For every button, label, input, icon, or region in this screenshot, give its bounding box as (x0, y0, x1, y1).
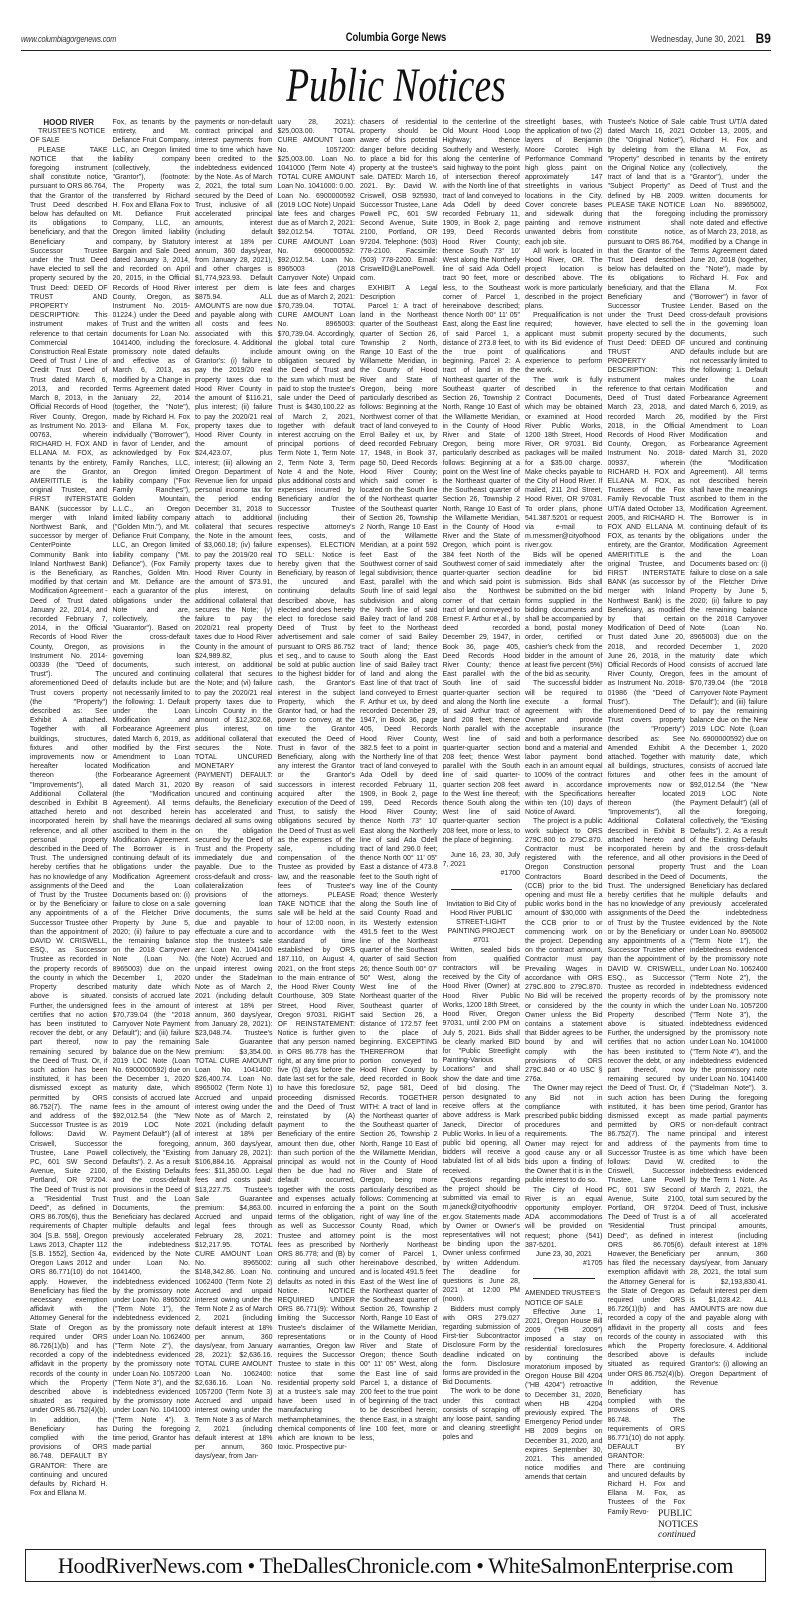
notice-title: AMENDED TRUSTEE'S NOTICE OF SALE (525, 1290, 601, 1307)
section-title: Public Notices (286, 59, 506, 112)
region-heading: HOOD RIVER (43, 118, 95, 127)
page-number: B9 (755, 30, 771, 46)
notice-paragraph: uary 28, 2021): $25,003.00. TOTAL CURE AMOUNT Loan No. 1057200: $25,003.00. Loan No. 1041000 (Term Note 4) TOTAL CURE AMOUNT Loan No. 1041000: 0.00. Loan No. 6900000592 (2019 LOC Note) Unpaid late fees and charges due as of March 2, 2021: $92,012.54. TOTAL CURE AMOUNT Loan No. 6900000592: $92,012.54. Loan No. 8965003 (2018 Carryover Note) Unpaid late fees and charges due as of March 2, 2021: $70,739.04. TOTAL CURE AMOUNT Loan No. 8965003: $70,739.04. Accordingly, the global total cure amount owing on the obligation secured by the Deed of Trust and the sum which must be paid to stop the trustee's sale under the Deed of Trust is $430,100.22 as of March 2, 2021, together with default interest accruing on the principal portions of Term Note 1, Term Note 2, Term Note 3, Term Note 4 and the Note, plus additional costs and expenses incurred by Beneficiary and/or the Successor Trustee (including their respective attorney's fees, costs, and expenses). ELECTION TO SELL: Notice is hereby given that the Beneficiary, by reason of the uncured and continuing defaults described above, has elected and does hereby elect to foreclose said Deed of Trust by advertisement and sale pursuant to ORS 86.752 et seq., and to cause to be sold at public auction to the highest bidder for cash, the Grantor's interest in the subject Property, which the Grantor had, or had the power to convey, at the time the Grantor executed the Deed of Trust in favor of the Beneficiary, along with any interest the Grantor or the Grantor's successors in interest acquired after the execution of the Deed of Trust, to satisfy the obligations secured by the Deed of Trust as well as the expenses of the sale, including compensation of the Trustee as provided by law, and the reasonable fees of Trustee's attorneys. PLEASE TAKE NOTICE that the sale will be held at the hour of 12:00 noon, in accordance with the standard of time established by ORS 187.110, on August 4, 2021, on the front steps to the main entrance of the Hood River County Courthouse, 309 State Street, Hood River, Oregon 97031. RIGHT OF REINSTATEMENT: Notice is further given that any person named in ORS 86.778 has the right, at any time prior to five (5) days before the date last set for the sale, to have this foreclosure proceeding dismissed and the Deed of Trust reinstated by (A) payment to the Beneficiary of the entire amount then due, other than such portion of the principal as would not then be due had no default occurred, together with the costs and expenses actually incurred in enforcing the terms of the obligation, as well as Successor Trustee and attorney fees as prescribed by ORS 86.778; and (B) by curing all such other continuing and uncured defaults as noted in this Notice. NOTICE REQUIRED UNDER ORS 86.771(9): Without limiting the Successor Trustee's disclaimer of representations or warranties, Oregon law requires the Successor Trustee to state in this notice that some residential property sold at a trustee's sale may have been used in manufacturing methamphetamines, the chemical components of which are known to be toxic. Prospective pur- (277, 119, 355, 1452)
notice-paragraph: Fox, as tenants by the entirety, and Mt. Defiance Fruit Company, LLC, an Oregon limited liability company (collectively, the "Grantor"), (footnote: The Property was transferred by Richard H. Fox and Ellana Fox to Mt. Defiance Fruit Company, LLC, an Oregon limited liability company, by Statutory Bargain and Sale Deed dated January 3, 2014, and recorded on April 20, 2015, in the Official Records of Hood River County, Oregon, as Instrument No. 2015-01224.) under the Deed of Trust and the written documents for Loan No. 1041400, including the promissory note dated and effective as of March 6, 2013, as modified by a Change in Terms Agreement dated January 22, 2014 (together, the "Note"), made by Richard H. Fox and Ellana M. Fox, individually ("Borrower"), in favor of Lender, and acknowledged by Fox Family Ranches, LLC, an Oregon limited liability company ("Fox Family Ranches"), Golden Mountain, L.L.C., an Oregon limited liability company ("Golden Mtn."), and Mt. Defiance Fruit Company, LLC, an Oregon limited liability company ("Mt. Defiance"), (Fox Family Ranches, Golden Mtn. and Mt. Defiance are each a guarantor of the obligations under the Note and are, collectively, the "Guarantor"). Based on the cross-default provisions in the governing loan documents, such uncured and continuing defaults include but are not necessarily limited to the following: 1. Default under the Loan Modification and Forbearance Agreement dated March 6, 2019, as modified by the First Amendment to Loan Modification and Forbearance Agreement dated March 31, 2020 (the "Modification Agreement). All terms not described herein shall have the meanings ascribed to them in the Modification Agreement. The Borrower is in continuing default of its obligations under the Modification Agreement and the Loan Documents based on: (i) failure to close on a sale of the Fletcher Drive Property by June 5, 2020; (ii) failure to pay the remaining balance on the 2018 Carryover Note (Loan No. 8965003) due on the December 1, 2020 maturity date which consists of accrued late fees in the amount of $70,739.04 (the "2018 Carryover Note Payment Default"); and (iii) failure to pay the remaining balance due on the New 2019 LOC Note (Loan No. 6900000592) due on the December 1, 2020 maturity date, which consists of accrued late fees in the amount of $92,012.54 (the "New 2019 LOC Note Payment Default") (all of the foregoing, collectively, the "Existing Defaults"). 2. As a result of the Existing Defaults and the cross-default provisions in the Deed of Trust and the Loan Documents, the Beneficiary has declared multiple defaults and previously accelerated the indebtedness evidenced by the Note under Loan No. 1041400, the indebtedness evidenced by the promissory note under Loan No. 8965002 ("Term Note 1"), the indebtedness evidenced by the promissory note under Loan No. 1062400 ("Term Note 2"), the indebtedness evidenced by the promissory note under Loan No. 1057200 ("Term Note 3"), and the indebtedness evidenced by the promissory note under Loan No. 1041000 ("Term Note 4"). 3. During the foregoing time period, Grantor has made partial (112, 119, 190, 1452)
notice-paragraph: Effective June 1, 2021, Oregon House Bill 2009 ("HB 2009") imposed a stay on residential foreclosures by continuing the moratorium imposed by Oregon House Bill 4204 ("HB 4204") retroactive to December 31, 2020, when HB 4204 previously expired. The Emergency Period under HB 2009 begins on December 31, 2020, and expires September 30, 2021. This amended notice modifies and amends that certain (525, 1308, 603, 1482)
notice-paragraph: All work is located in Hood River, OR. The project location is described above. The work is more particularly described in the project plans. (525, 247, 603, 311)
footer-websites[interactable]: HoodRiverNews.com • TheDallesChronicle.com • WhiteSalmonEnterprise.com (25, 1549, 766, 1582)
notice-paragraph: PLEASE TAKE NOTICE that the foregoing instrument shall constitute notice, pursuant to ORS 86.764, that the Grantor of the Trust Deed described below has defaulted on its obligations to beneficiary, and that the Beneficiary and Successor Trustee under the Trust Deed have elected to sell the property secured by the Trust Deed: DEED OF TRUST AND PROPERTY DESCRIPTION: This instrument makes reference to that certain Commercial Construction Real Estate Deed of Trust / Line of Credit Trust Deed of Trust dated March 6, 2013, and recorded March 8, 2013, in the Official Records of Hood River County, Oregon, as Instrument No. 2013-00763, wherein RICHARD H. FOX AND ELLANA M. FOX, as tenants by the entirety, are the Grantor, AMERITITLE is the original Trustee, and FIRST INTERSTATE BANK (successor by merger with Inland Northwest Bank, and successor by merger of CenterPointe Community Bank into Inland Northwest Bank) is the Beneficiary, as modified by that certain Modification Agreement - Deed of Trust dated January 22, 2014, and recorded February 7, 2014, in the Official Records of Hood River County, Oregon, as Instrument No. 2014-00339 (the "Deed of Trust"). The aforementioned Deed of Trust covers property (the "Property") described as: See Exhibit A attached. Together with all buildings, structures, fixtures and other improvements now or hereafter located thereon (the "Improvements"), all Additional Collateral described in Exhibit B attached hereto and incorporated herein by reference, and all other personal property described in the Deed of Trust. The undersigned hereby certifies that he has no knowledge of any assignments of the Deed of Trust by the Trustee or by the Beneficiary or any appointments of a Successor Trustee other than the appointment of DAVID W. CRISWELL, ESQ., as Successor Trustee as recorded in the property records of the county in which the Property described above is situated. Further, the undersigned certifies that no action has been instituted to recover the debt, or any part thereof, now remaining secured by the Deed of Trust. Or, if such action has been instituted, it has been dismissed except as permitted by ORS 86.752(7). The name and address of the Successor Trustee is as follows: David W. Criswell, Successor Trustee, Lane Powell PC, 601 SW Second Avenue, Suite 2100, Portland, OR 97204. The Deed of Trust is not a "Residential Trust Deed", as defined in ORS 86.705(6), thus the requirements of Chapter 304 [S.B. 558], Oregon Laws 2013, Chapter 112 [S.B. 1552], Section 4a, Oregon Laws 2012 and ORS 86.771(10) do not apply. However, the Beneficiary has filed the necessary exemption affidavit with the Attorney General for the State of Oregon as required under ORS 86.726(1)(b) and has recorded a copy of the affidavit in the property records of the county in which the Property described above is situated as required under ORS 86.752(4)(b). In addition, the Beneficiary has complied with the provisions of ORS 86.748. DEFAULT BY GRANTOR: There are continuing and uncured defaults by Richard H. Fox and Ellana M. (30, 146, 108, 1498)
column-5 (360, 118, 438, 1538)
notice-paragraph: cable Trust U/T/A dated October 13, 2005, and Richard H. Fox and Ellana M. Fox, as tenants by the entirety (collectively, the "Grantor"), under the Deed of Trust and the written documents for Loan No. 88965002, including the promissory note dated and effective as of March 23, 2018, as modified by a Change in Terms Agreement dated June 20, 2018 (together, the "Note"), made by Richard H. Fox and Ellana M. Fox ("Borrower") in favor of Lender. Based on the cross-default provisions in the governing loan documents, such uncured and continuing defaults include but are not necessarily limited to the following: 1. Default under the Loan Modification and Forbearance Agreement dated March 6, 2019, as modified by the First Amendment to Loan Modification and Forbearance Agreement dated March 31, 2020 (the "Modification Agreement). All terms not described herein shall have the meanings ascribed to them in the Modification Agreement. The Borrower is in continuing default of its obligations under the Modification Agreement and the Loan Documents based on: (i) failure to close on a sale of the Fletcher Drive Property by June 5, 2020; (ii) failure to pay the remaining balance on the 2018 Carryover Note (Loan No. 8965003) due on the December 1, 2020 maturity date which consists of accrued late fees in the amount of $70,739.04 (the "2018 Carryover Note Payment Default"); and (iii) failure to pay the remaining balance due on the New 2019 LOC Note (Loan No. 6900000592) due on the December 1, 2020 maturity date, which consists of accrued late fees in the amount of $92,012.54 (the "New 2019 LOC Note Payment Default") (all of the foregoing, collectively, the "Existing Defaults"). 2. As a result of the Existing Defaults and the cross-default provisions in the Deed of Trust and the Loan Documents, the Beneficiary has declared multiple defaults and previously accelerated the indebtedness evidenced by the Note under Loan No. 8965002 ("Term Note 1"), the indebtedness evidenced by the promissory note under Loan No. 1062400 ("Term Note 2"), the indebtedness evidenced by the promissory note under Loan No. 1057200 ("Term Note 3"), the indebtedness evidenced by the promissory note under Loan No. 1041000 ("Term Note 4"), and the indebtedness evidenced by the promissory note under Loan No. 1041400 ("Stadelman Note"). 3. During the foregoing time period, Grantor has made partial payments or non-default contract principal and interest payments from time to time which have been credited to the indebtedness evidenced by the Term 1 Note. As of March 2, 2021, the total sum secured by the Deed of Trust, inclusive of all accelerated principal amounts, interest (including default interest at 18% per annum, 360 days/year, from January 28, 2021, the total sum is $2,193,830.41. Default interest per diem is $1,028.42. ALL AMOUNTS are now due and payable along with all costs and fees associated with this foreclosure. 4. Additional defaults include Grantor's: (i) allowing an Oregon Department of Revenue (690, 119, 768, 1387)
publication-dates: June 16, 23, 30, July 7, 2021 (442, 852, 520, 869)
column-3 (195, 118, 273, 1538)
column-7 (525, 118, 603, 1538)
notice-title: TRUSTEE'S NOTICE OF SALE (30, 128, 106, 145)
notice-divider (533, 1278, 595, 1279)
column-2 (113, 118, 191, 1538)
notice-paragraph: The Owner may reject any Bid not in compliance with prescribed public bidding procedures and requirements. The Owner may reject for good cause any or all bids upon a finding of the Owner that it is in the public interest to do so. (525, 1085, 603, 1185)
notice-paragraph: chasers of residential property should be aware of this potential danger before deciding to place a bid for this property at the trustee's sale. DATED: March 16, 2021. By: David W. Criswell, OSB 925930, Successor Trustee, Lane Powell PC, 601 SW Second Avenue, Suite 2100, Portland, OR 97204. Telephone: (503) 778-2100. Facsimile: (503) 778-2200. Email: CriswellD@LanePowell.com. (360, 119, 438, 283)
notice-paragraph: Trustee's Notice of Sale dated March 16, 2021 (the "Original Notice"), by deleting from the "Property" described in the Original Notice any tract of land that is a "Subject Property" as defined by HB 2009. PLEASE TAKE NOTICE that the foregoing instrument shall constitute notice, pursuant to ORS 86.764, that the Grantor of the Trust Deed described below has defaulted on its obligations to beneficiary, and that the Beneficiary and Successor Trustee under the Trust Deed have elected to sell the property secured by the Trust Deed: DEED OF TRUST AND PROPERTY DESCRIPTION: This instrument makes reference to that certain Deed of Trust dated March 23, 2018, and recorded March 26, 2018, in the Official Records of Hood River County, Oregon, as Instrument No. 2018-00937, wherein RICHARD H. FOX and ELLANA M. FOX, as Trustees of the Fox Family Revocable Trust U/T/A dated October 13, 2005, and RICHARD H. FOX AND ELLANA M. FOX, as tenants by the entirety, are the Grantor, AMERITITLE is the original Trustee, and FIRST INTERSTATE BANK (as successor by merger with Inland Northwest Bank) is the Beneficiary, as modified by that certain Modification of Deed of Trust dated June 20, 2018, and recorded June 26, 2018, in the Official Records of Hood River County, Oregon, as Instrument No. 2018-01986 (the "Deed of Trust"). The aforementioned Deed of Trust covers property (the "Property") described as: See Amended Exhibit A attached. Together with all buildings, structures, fixtures and other improvements now or hereafter located thereon (the "Improvements"), all Additional Collateral described in Exhibit B attached hereto and incorporated herein by reference, and all other personal property described in the Deed of Trust. The undersigned hereby certifies that he has no knowledge of any assignments of the Deed of Trust by the Trustee or by the Beneficiary or any appointments of a Successor Trustee other than the appointment of DAVID W. CRISWELL, ESQ., as Successor Trustee as recorded in the property records of the county in which the Property described above is situated. Further, the undersigned certifies that no action has been instituted to recover the debt, or any part thereof, now remaining secured by the Deed of Trust. Or, if such action has been instituted, it has been dismissed except as permitted by ORS 86.752(7). The name and address of the Successor Trustee is as follows: David W. Criswell, Successor Trustee, Lane Powell PC, 601 SW Second Avenue, Suite 2100, Portland, OR 97204. The Deed of Trust is a "Residential Trust Deed", as defined in ORS 86.705(6). However, the Beneficiary has filed the necessary exemption affidavit with the Attorney General for the State of Oregon as required under ORS 86.726(1)(b) and has recorded a copy of the affidavit in the property records of the county in which the Property described above is situated as required under ORS 86.752(4)(b). In addition, the Beneficiary has complied with the provisions of ORS 86.748. The requirements of ORS 86.771(10) do not apply. DEFAULT BY GRANTOR: (607, 119, 685, 1461)
notice-paragraph: to the centerline of the Old Mount Hood Loop Highway; thence Southerly and Westerly, along the centerline of said highway to the point of intersection thereof with the North line of that tract of land conveyed to Ada Odell by deed recorded February 11, 1909, in Book 2, page 199, Deed Records Hood River County; thence South 73° 10' West along the Northerly line of said Ada Odell tract 90 feet, more or less, to the Southeast corner of Parcel 1, hereinabove described; thence North 00° 11' 05" East, along the East line of said Parcel 1, a distance of 273.8 feet, to the true point of beginning. Parcel 2: A tract of land in the Northeast quarter of the Southeast quarter of Section 26, Township 2 North, Range 10 East of the Willamette Meridian, in the County of Hood River and State of Oregon, being more particularly described as follows: Beginning at a point on the West line of the Northeast quarter of the Southeast quarter of Section 26, Township 2 North, Range 10 East of the Willamette Meridian, in the County of Hood River and the State of Oregon, which point is 384 feet North of the Southwest corner of said quarter-quarter section and which said point is also the Northwest corner of that certain tract of land conveyed to Ernest F. Arthur et al., by deed recorded December 29, 1947, in Book 36, page 405, Deed Records Hood River County; thence East parallel with the South line of said quarter-quarter section and along the North line of said Arthur tract of land 208 feet; thence North parallel with the West line of said quarter-quarter section 208 feet; thence West parallel with the South line of said quarter-quarter section 208 feet to the West line thereof; thence South along the West line of said quarter-quarter section 208 feet, more or less, to the place of beginning. (442, 119, 520, 844)
notice-paragraph: The successful bidder will be required to execute a formal agreement with the Owner and provide acceptable insurance and both a performance bond and a material and labor payment bond each in an amount equal to 100% of the contract award in accordance with the Specifications within ten (10) days of Notice of Award. (525, 680, 603, 817)
newspaper-name: Columbia Gorge News (345, 32, 447, 44)
column-8 (608, 118, 686, 1538)
notice-paragraph: Prequalification is not required; however, applicant must submit with its Bid evidence of qualifications and experience to perform the work. (525, 312, 603, 375)
column-9 (690, 118, 768, 1498)
page-header (21, 30, 771, 51)
notice-paragraph: The project is a public work subject to ORS 279C.800 to 279C.870. Contractor must be registered with the Oregon Construction Contractors Board (CCB) prior to the bid opening and must file a public works bond in the amount of $30,000 with the CCB prior to or commencing work on the project. Depending on the contract amount, Contractor must pay Prevailing Wages in accordance with ORS 279C.800 to 279C.870. No Bid will be received or considered by the Owner unless the Bid contains a statement that Bidder agrees to be bound by and will comply with the provisions of ORS 279C.840 or 40 USC § 276a. (525, 818, 603, 1084)
continued-line-1: PUBLIC (658, 1509, 692, 1519)
column-6 (443, 118, 521, 1538)
notice-paragraph: Written, sealed bids from qualified contractors will be received by the City of Hood River (Owner) at Hood River Public Works, 1200 18th Street, Hood River, Oregon 97031, until 2:00 PM on July 5, 2021. Bids shall be clearly marked BID for "Public Streetlight Painting-Various Locations" and shall show the date and time of bid closing. The person designated to receive offers at the above address is Mark Janeck, Director of Public Works. In lieu of a public bid opening, all bidders will receive a tabulated list of all bids received. (442, 946, 520, 1175)
continued-label (658, 1509, 698, 1541)
website-url[interactable]: www.columbiagorgenews.com (21, 34, 117, 44)
notice-paragraph: Parcel 1: A tract of land in the Northeast quarter of the Southeast quarter of Section 26, Township 2 North, Range 10 East of the Willamette Meridian, in the County of Hood River and State of Oregon, being more particularly described as follows: Beginning at the Northwest corner of that tract of land conveyed to Errol Bailey et ux, by deed recorded February 17, 1948, in Book 37, page 50, Deed Records Hood River County; which said corner is located on the South line of the Northeast quarter of the Southeast quarter of Section 26, Township 2 North, Range 10 East of the Willamette Meridian, at a point 592 feet East of the Southwest corner of said legal subdivision; thence East, parallel with the South line of said legal subdivision and along the North line of said Bailey tract of land 208 feet to the Northeast corner of said Bailey tract of land; thence South along the East line of said Bailey tract of land and along the East line of that tract of land conveyed to Ernest F. Arthur et ux, by deed recorded December 29, 1947, in Book 36, page 405, Deed Records Hood River County, 382.5 feet to a point in the Northerly line of that tract of land conveyed to Ada Odell by deed recorded February 11, 1909, in Book 2, page 199, Deed Records Hood River County; thence North 73° 10' East along the Northerly line of said Ada Odell tract of land 296.0 feet; thence North 00° 11' 05" East a distance of 473.8 feet to the South right of way line of the County Road; thence Westerly along the South line of said County Road and its Westerly extension 491.5 feet to the West line of the Northeast quarter of the Southeast quarter of said Section 26; thence South 00° 07' 50" West, along the West line of the Northeast quarter of the Southeast quarter of said Section 26, a distance of 172.57 feet to the place of beginning. EXCEPTING THEREFROM that portion conveyed to Hood River County by deed recorded in Book 52, page 581, Deed Records. TOGETHER WITH: A tract of land in the Northeast quarter of the Southeast quarter of Section 26, Township 2 North, Range 10 East of the Willamette Meridian, in the County of Hood River and State of Oregon, being more particularly described as follows: Commencing at a point on the South right of way line of the County Road, which point is the most Northerly Northeast corner of Parcel 1, hereinabove described, and is located 491.5 feet East of the West line of the Northeast quarter of the Southeast quarter of Section 26, Township 2 North, Range 10 East of the Willamette Meridian, in the County of Hood River and State of Oregon; thence South 00° 11' 05" West, along the East line of said Parcel 1, a distance of 200 feet to the true point of beginning of the tract to be described herein; thence East, in a straight line 100 feet, more or less, (360, 303, 438, 1443)
notice-divider (451, 889, 513, 890)
notice-paragraph: The work to be done under this contract consists of scraping off any loose paint, sanding and cleaning streetlight poles and (442, 1388, 520, 1442)
notice-id: #1700 (500, 870, 520, 878)
issue-date: Wednesday, June 30, 2021 (650, 34, 745, 45)
column-1 (30, 118, 108, 1538)
notice-paragraph: The work is fully described in the Contract Documents, which may be obtained or examined at Hood River Public Works, 1200 18th Street, Hood River, OR 97031. Bid packages will be mailed for a $35.00 charge. Make checks payable to the City of Hood River. If mailed, 211 2nd Street, Hood River, OR 97031. To order plans, phone 541.387.5201 or request via e-mail to m.messmer@cityofhoodriver.gov. (525, 376, 603, 550)
notice-paragraph: streetlight bases, with the application of two (2) layers of Benjamin Moore Corotec High Performance Command high gloss paint on approximately 147 streetlights in various locations in the City. Cover concrete bases and sidewalk during painting and remove unwanted debris from each job site. (525, 119, 603, 246)
continued-line-2: NOTICES (658, 1519, 699, 1530)
notice-title: Invitation to Bid City of Hood River PUBLIC STREET-LIGHT PAINTING PROJECT #701 (446, 900, 517, 945)
publication-dates: June 23, 30, 2021 (535, 1250, 592, 1258)
notices-columns (30, 118, 768, 1538)
continued-line-3: continued (658, 1530, 696, 1540)
notice-paragraph: The City of Hood River is an equal opportunity employer. ADA accommodations will be provided on request; phone (541) 387-5201. (525, 1186, 603, 1249)
notice-paragraph: There are continuing and uncured defaults by Richard H. Fox and Ellana M. Fox, as Trustees of the Fox Family Revo- (607, 1462, 685, 1516)
column-4 (278, 118, 356, 1538)
notice-id: #1705 (583, 1260, 603, 1268)
exhibit-heading: EXHIBIT A Legal Description (360, 284, 438, 301)
notice-paragraph: payments or non-default contract principal and interest payments from time to time which have been credited to the indebtedness evidenced by the Note. As of March 2, 2021, the total sum secured by the Deed of Trust, inclusive of all accelerated principal amounts, interest (including default interest at 18% per annum, 360 days/year, from January 28, 2021), and other charges is $1,774,923.93. Default interest per diem is $875.94. ALL AMOUNTS are now due and payable along with all costs and fees associated with this foreclosure. 4. Additional defaults include Grantor's: (i) failure to pay the 2019/20 real property taxes due to Hood River County in the amount of $116.21, plus interest; (ii) failure to pay the 2020/21 real property taxes due to Hood River County in the amount of $24,423.07, plus interest; (iii) allowing an Oregon Department of Revenue lien for unpaid personal income tax for the period ending December 31, 2018 to attach to additional collateral that secures the Note in the amount of $3,060.18; (iv) failure to pay the 2019/20 real property taxes due to Hood River County in the amount of $73.91, plus interest, on additional collateral that secures the Note; (v) failure to pay the 2020/21 real property taxes due to Hood River County in the amount of $24,989.82, plus interest, on additional collateral that secures the Note; and (vi) failure to pay the 2020/21 real property taxes due to Lincoln County in the amount of $12,302.68, plus interest, on additional collateral that secures the Note. TOTAL UNCURED MONETARY (PAYMENT) DEFAULT: By reason of said uncured and continuing defaults, the Beneficiary has accelerated and declared all sums owing on the obligation secured by the Deed of Trust and the Property immediately due and payable. Due to the cross-default and cross-collateralization provisions of the governing loan documents, the sums due and payable to effectuate a cure and to stop the trustee's sale are: Loan No. 1041400 (the Note) Accrued and unpaid interest owing under the Stadelman Note as of March 2, 2021 (including default interest at 18% per annum, 360 days/year, from January 28, 2021): $23,048.74. Trustee's Sale Guarantee premium: $3,354.00. TOTAL CURE AMOUNT Loan No. 1041400: $26,400.74. Loan No. 8965002 (Term Note 1) Accrued and unpaid interest owing under the Note as of March 2, 2021 (including default interest at 18% per annum, 360 days/year, from January 28, 2021): $106,884.16. Appraisal fees: $11,350.00. Legal fees and costs paid: $13,227.75. Trustee's Sale Guarantee premium: $4,863.00. Accrued and unpaid legal fees through February 28, 2021: $12,217.95. TOTAL CURE AMOUNT Loan No. 8965002: $148,342.86. Loan No. 1062400 (Term Note 2) Accrued and unpaid interest owing under the Term Note 2 as of March 2, 2021 (including default interest at 18% per annum, 360 days/year, from January 28, 2021): $2,636.16. TOTAL CURE AMOUNT Loan No. 1062400: $2,636.16. Loan No. 1057200 (Term Note 3) Accrued and unpaid interest owing under the Term Note 3 as of March 2, 2021 (including default interest at 18% per annum, 360 days/year, from Jan- (195, 119, 273, 1461)
notice-paragraph: Questions regarding the project should be submitted via email to m.janeck@cityofhoodriver.gov. Statements made by Owner or Owner's representatives will not be binding upon the Owner unless confirmed by written Addendum. The deadline for questions is June 28, 2021 at 12:00 PM (noon). (442, 1176, 520, 1304)
notice-paragraph: Bids will be opened immediately after the deadline for bid submission. Bids shall be submitted on the bid forms supplied in the bidding documents and shall be accompanied by a bond, postal money order, certified or cashier's check from the bidder in the amount of at least five percent (5%) of the bid as security. (525, 551, 603, 679)
notice-paragraph: Bidders must comply with ORS 279.027 regarding submission of First-tier Subcontractor Disclosure Form by the deadline indicated on the form. Disclosure forms are provided in the Bid Documents. (442, 1305, 520, 1387)
